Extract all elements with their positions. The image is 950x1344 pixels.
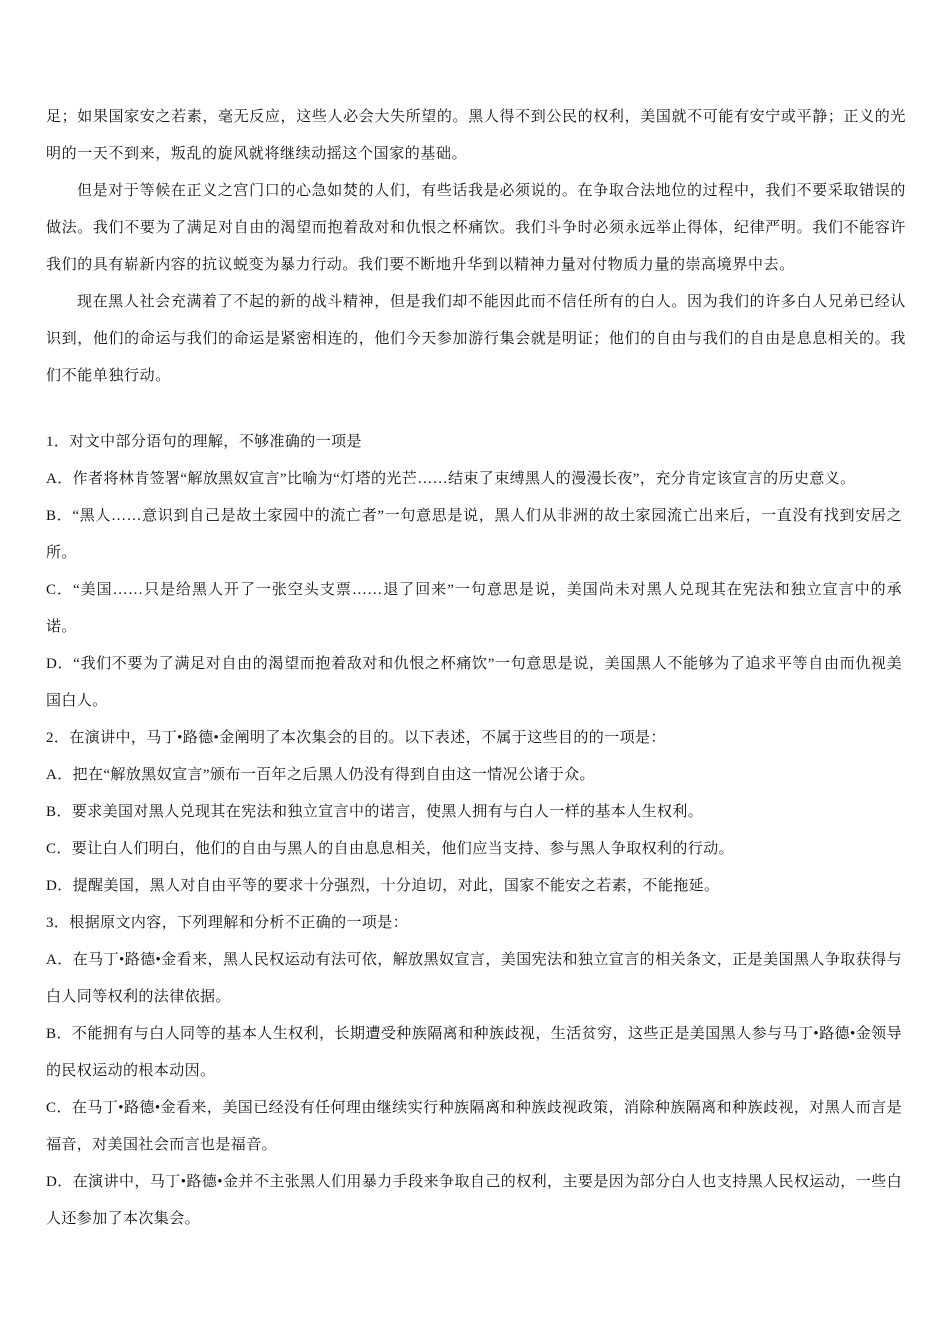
answer-option: D．提醒美国，黑人对自由平等的要求十分强烈，十分迫切，对此，国家不能安之若素，不能拖延。: [46, 878, 720, 894]
passage-text: [46, 98, 906, 394]
answer-option: C．在马丁•路德•金看来，美国已经没有任何理由继续实行种族隔离和种族歧视政策，消除种族隔离和种族歧视，对黑人而言是福音，对美国社会而言也是福音。: [46, 1100, 902, 1153]
question-list: [46, 424, 902, 1238]
question-stem: 3．根据原文内容，下列理解和分析不正确的一项是：: [46, 915, 409, 931]
passage-paragraph: 但是对于等候在正义之宫门口的心急如焚的人们，有些话我是必须说的。在争取合法地位的过程中，我们不要采取错误的做法。我们不要为了满足对自由的渴望而抱着敌对和仇恨之杯痛饮。我们斗争时必须永远举止得体，纪律严明。我们不能容许我们的具有崭新内容的抗议蜕变为暴力行动。我们要不断地升华到以精神力量对付物质力量的崇高境界中去。: [46, 181, 906, 273]
answer-option: D．在演讲中，马丁•路德•金并不主张黑人们用暴力手段来争取自己的权利，主要是因为部分白人也支持黑人民权运动，一些白人还参加了本次集会。: [46, 1174, 902, 1227]
answer-option: A．在马丁•路德•金看来，黑人民权运动有法可依，解放黑奴宣言，美国宪法和独立宣言的相关条文，正是美国黑人争取获得与白人同等权利的法律依据。: [46, 952, 902, 1005]
answer-option: D．“我们不要为了满足对自由的渴望而抱着敌对和仇恨之杯痛饮”一句意思是说，美国黑人不能够为了追求平等自由而仇视美国白人。: [46, 656, 902, 709]
question-stem: 1．对文中部分语句的理解，不够准确的一项是: [46, 434, 362, 450]
answer-option: C．“美国……只是给黑人开了一张空头支票……退了回来”一句意思是说，美国尚未对黑人兑现其在宪法和独立宣言中的承诺。: [46, 582, 902, 635]
answer-option: B．“黑人……意识到自己是故土家园中的流亡者”一句意思是说，黑人们从非洲的故土家园流亡出来后，一直没有找到安居之所。: [46, 508, 902, 561]
passage-paragraph: 足；如果国家安之若素，毫无反应，这些人必会大失所望的。黑人得不到公民的权利，美国就不可能有安宁或平静；正义的光明的一天不到来，叛乱的旋风就将继续动摇这个国家的基础。: [46, 107, 906, 162]
answer-option: A．把在“解放黑奴宣言”颁布一百年之后黑人仍没有得到自由这一情况公诸于众。: [46, 767, 595, 783]
answer-option: B．要求美国对黑人兑现其在宪法和独立宣言中的诺言，使黑人拥有与白人一样的基本人生权利。: [46, 804, 704, 820]
passage-paragraph: 现在黑人社会充满着了不起的新的战斗精神，但是我们却不能因此而不信任所有的白人。因为我们的许多白人兄弟已经认识到，他们的命运与我们的命运是紧密相连的，他们今天参加游行集会就是明证；他们的自由与我们的自由是息息相关的。我们不能单独行动。: [46, 292, 906, 384]
question-stem: 2．在演讲中，马丁•路德•金阐明了本次集会的目的。以下表述，不属于这些目的的一项是：: [46, 730, 666, 746]
answer-option: C．要让白人们明白，他们的自由与黑人的自由息息相关，他们应当支持、参与黑人争取权利的行动。: [46, 841, 735, 857]
answer-option: A．作者将林肯签署“解放黑奴宣言”比喻为“灯塔的光芒……结束了束缚黑人的漫漫长夜”，充分肯定该宣言的历史意义。: [46, 471, 856, 487]
answer-option: B．不能拥有与白人同等的基本人生权利，长期遭受种族隔离和种族歧视，生活贫穷，这些正是美国黑人参与马丁•路德•金领导的民权运动的根本动因。: [46, 1026, 902, 1079]
